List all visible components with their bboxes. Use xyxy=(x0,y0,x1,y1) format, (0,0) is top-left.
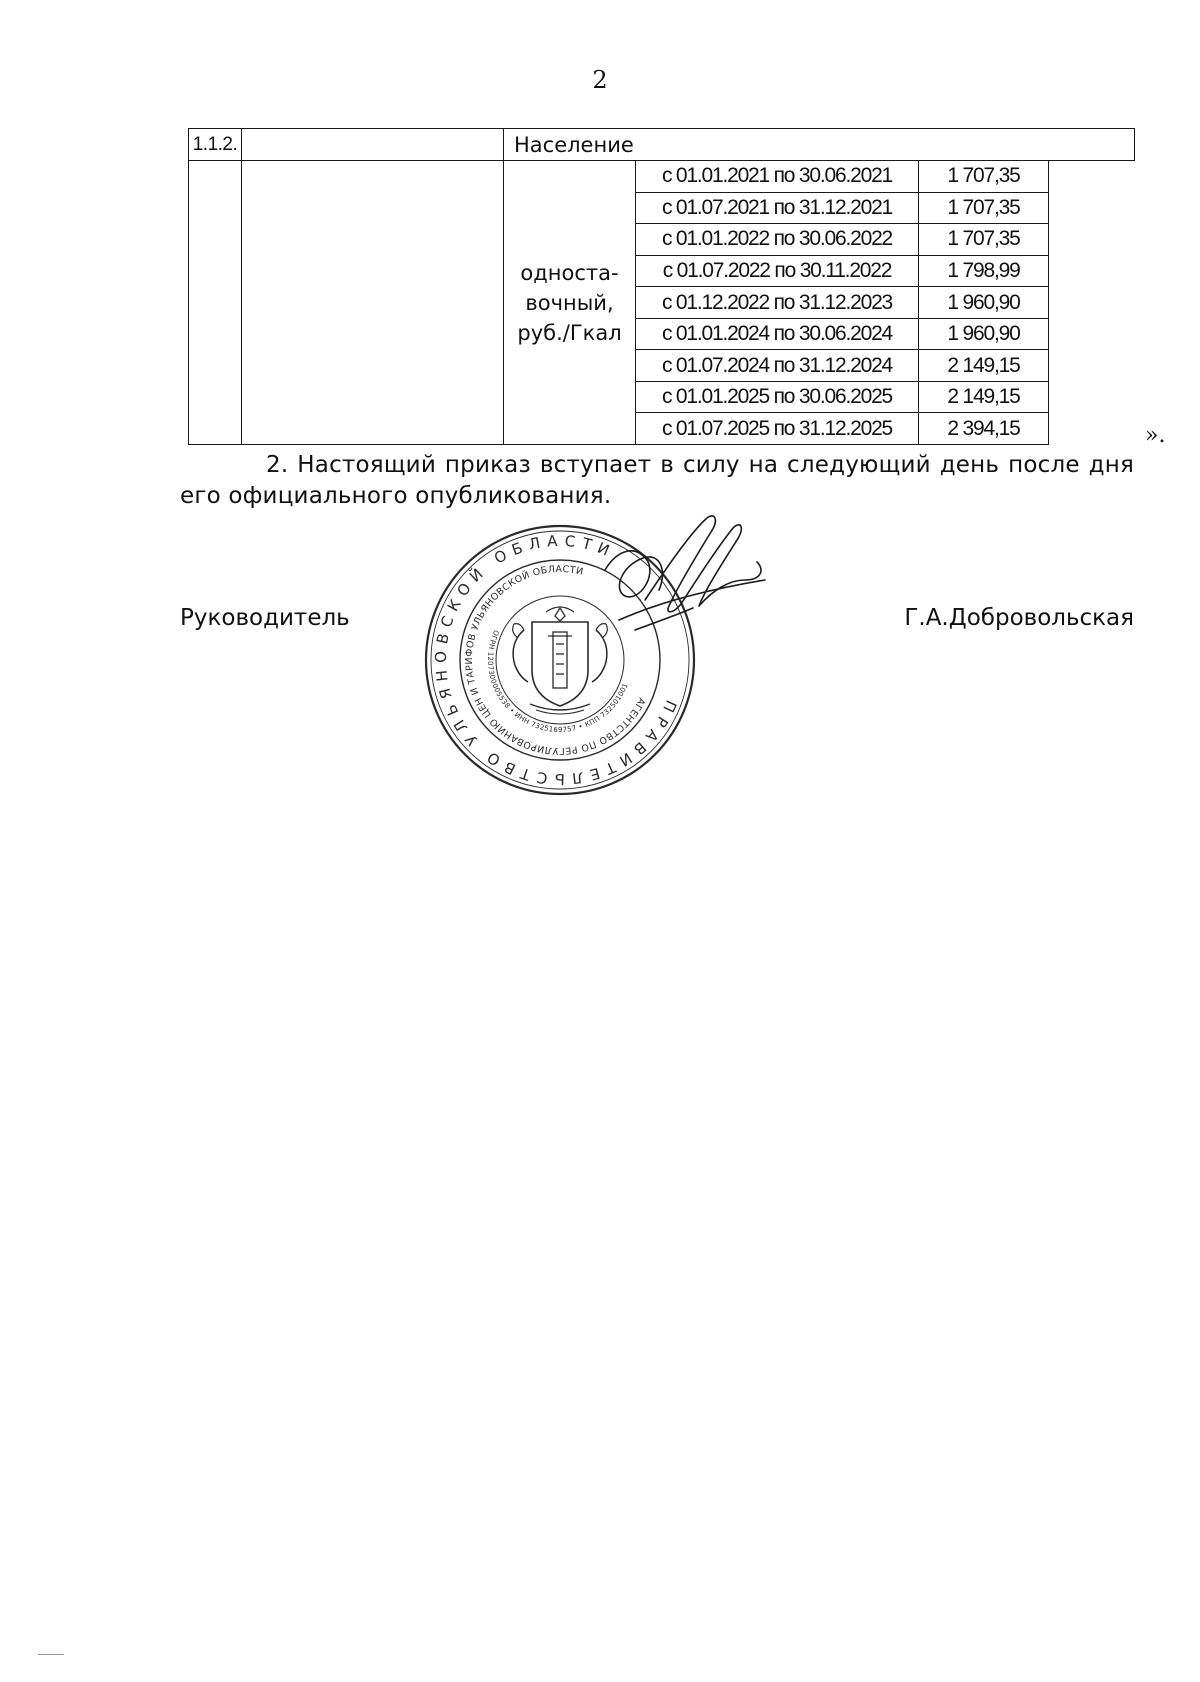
group-label: Население xyxy=(504,129,1135,161)
value-cell: 1 707,35 xyxy=(919,192,1049,224)
seal-codes-text: ОГРН 1207300005538 • ИНН 7325169757 • КПП 732501001 xyxy=(485,628,630,735)
period-cell: с 01.12.2022 по 31.12.2023 xyxy=(636,287,919,319)
coat-of-arms-icon xyxy=(513,607,608,714)
value-cell: 1 960,90 xyxy=(919,318,1049,350)
value-cell: 2 149,15 xyxy=(919,381,1049,413)
period-cell: с 01.01.2024 по 30.06.2024 xyxy=(636,318,919,350)
value-cell: 1 798,99 xyxy=(919,255,1049,287)
seal-outer-text: ПРАВИТЕЛЬСТВО УЛЬЯНОВСКОЙ ОБЛАСТИ xyxy=(431,531,681,789)
paragraph-2: 2. Настоящий приказ вступает в силу на следующий день после дня его официального опубликования. xyxy=(180,452,1134,509)
signatory-name: Г.А.Добровольская xyxy=(904,605,1134,631)
empty-cell xyxy=(242,129,504,161)
value-cell: 1 960,90 xyxy=(919,287,1049,319)
table-row xyxy=(189,161,1135,193)
period-cell: с 01.07.2022 по 30.11.2022 xyxy=(636,255,919,287)
period-cell: с 01.01.2025 по 30.06.2025 xyxy=(636,381,919,413)
period-cell: с 01.07.2025 по 31.12.2025 xyxy=(636,413,919,445)
empty-right-cell xyxy=(1049,161,1135,445)
empty-name-cell xyxy=(242,161,504,445)
period-cell: с 01.07.2024 по 31.12.2024 xyxy=(636,350,919,382)
period-cell: с 01.01.2021 по 30.06.2021 xyxy=(636,161,919,193)
scan-mark xyxy=(38,1654,64,1655)
handwritten-signature xyxy=(595,510,775,660)
tariff-table xyxy=(188,128,1135,445)
empty-number-cell xyxy=(189,161,242,445)
tariff-kind-line: односта- xyxy=(520,260,619,285)
tariff-kind xyxy=(504,161,636,445)
tariff-kind-line: вочный, xyxy=(525,290,614,315)
tariff-kind-line: руб./Гкал xyxy=(517,320,622,345)
item-number: 1.1.2. xyxy=(189,129,242,161)
value-cell: 2 394,15 xyxy=(919,413,1049,445)
page-number: 2 xyxy=(592,66,608,94)
seal-inner-text: АГЕНТСТВО ПО РЕГУЛИРОВАНИЮ ЦЕН И ТАРИФОВ УЛЬЯНОВСКОЙ ОБЛАСТИ xyxy=(463,563,647,757)
signatory-title: Руководитель xyxy=(180,605,350,631)
value-cell: 2 149,15 xyxy=(919,350,1049,382)
period-cell: с 01.01.2022 по 30.06.2022 xyxy=(636,224,919,256)
value-cell: 1 707,35 xyxy=(919,224,1049,256)
table-header-row xyxy=(189,129,1135,161)
closing-quote: ». xyxy=(1145,423,1166,448)
period-cell: с 01.07.2021 по 31.12.2021 xyxy=(636,192,919,224)
value-cell: 1 707,35 xyxy=(919,161,1049,193)
